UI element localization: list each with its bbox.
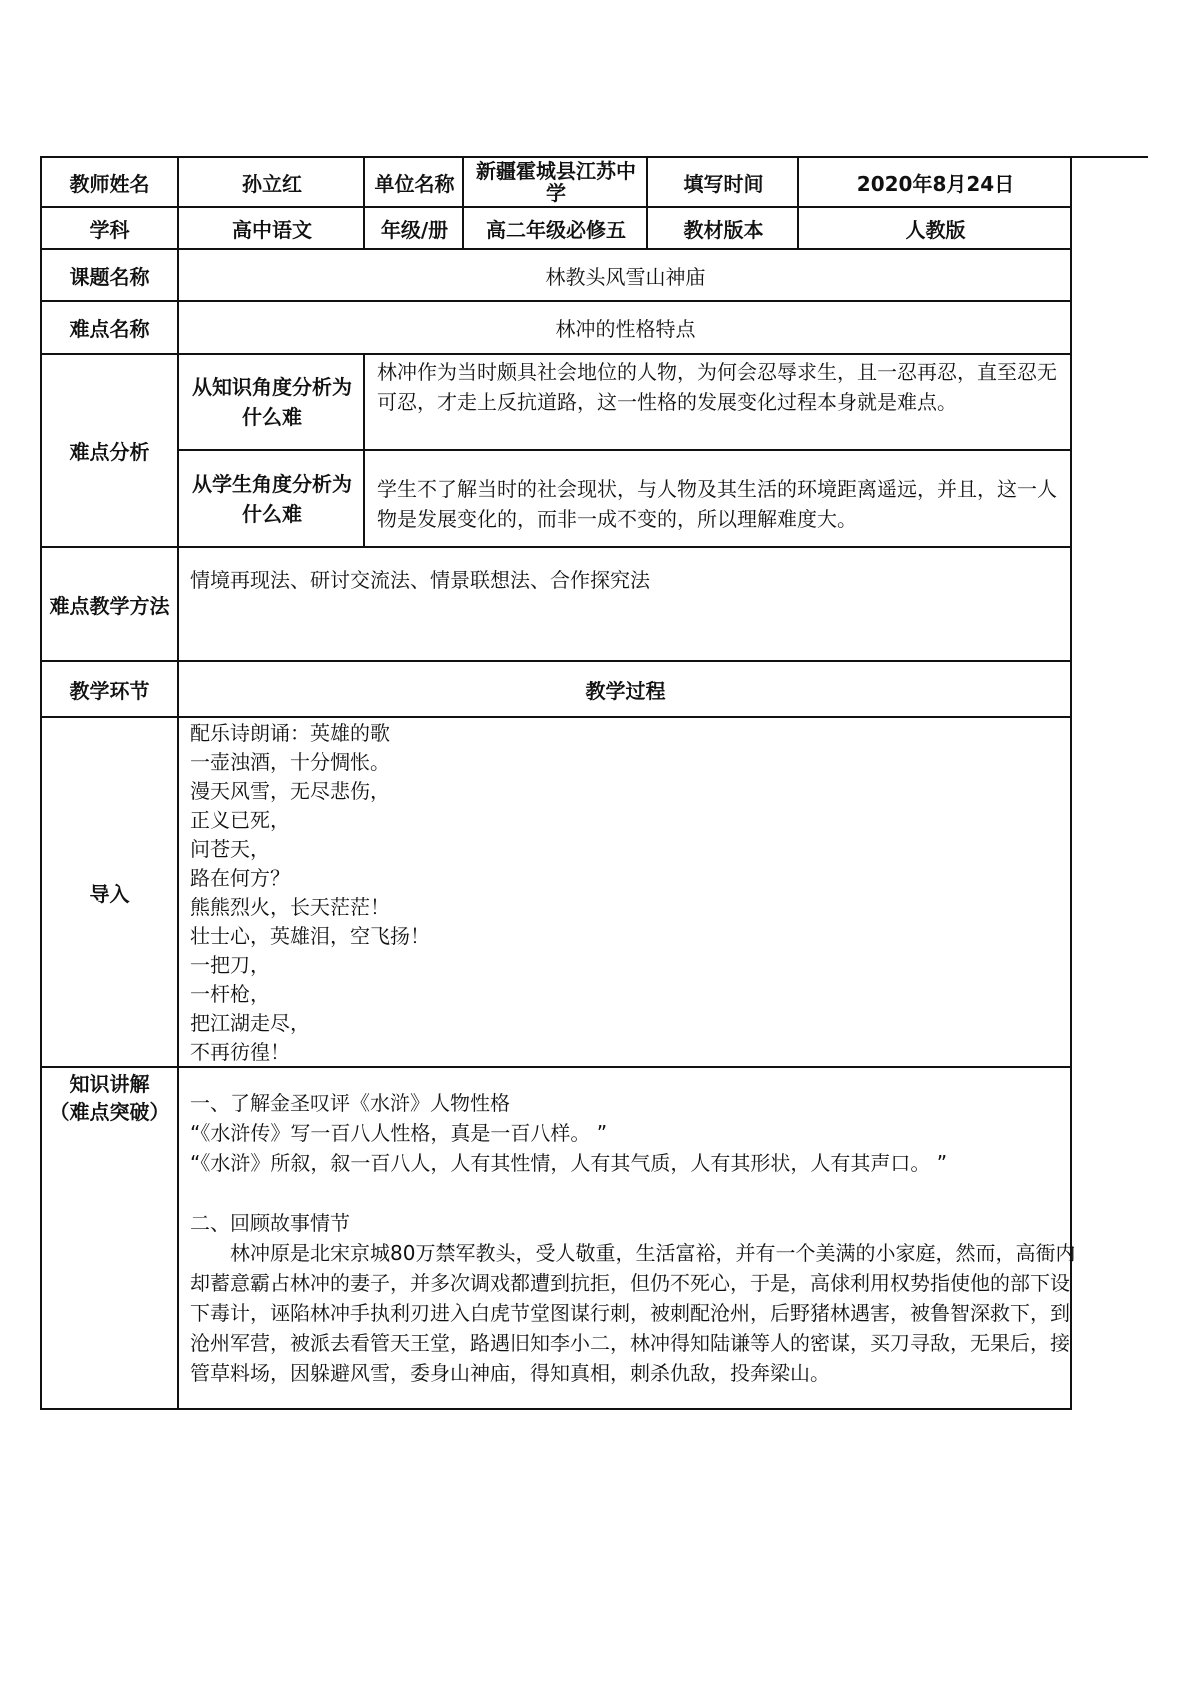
knowledge-angle-label-line1: 从知识角度分析为 <box>192 375 352 399</box>
unit-label: 单位名称 <box>374 171 455 196</box>
quote: “《水浒》所叙，叙一百八人，人有其性情，人有其气质，人有其形状，人有其声口。 ” <box>190 1151 948 1175</box>
row-divider <box>40 546 1072 548</box>
method-label: 难点教学方法 <box>49 593 170 618</box>
story-line: 下毒计，诬陷林冲手执利刃进入白虎节堂图谋行刺，被刺配沧州，后野猪林遇害，被鲁智深救下，到 <box>190 1301 1070 1325</box>
story-line: 沧州军营，被派去看管天王堂，路遇旧知李小二，林冲得知陆谦等人的密谋，买刀寻敌，无果后，接 <box>190 1331 1070 1355</box>
difficulty-label: 难点名称 <box>69 317 150 341</box>
row-divider <box>40 716 1072 718</box>
teacher-name-label: 教师姓名 <box>69 171 150 196</box>
knowledge-content <box>190 1088 1076 1406</box>
knowledge-label <box>40 1070 179 1130</box>
poem-line: 一杆枪， <box>190 982 270 1006</box>
intro-poem <box>190 719 1060 1065</box>
poem-line: 不再彷徨！ <box>190 1040 290 1064</box>
blank-line <box>190 1178 1068 1208</box>
topic-label: 课题名称 <box>69 264 150 289</box>
subject-label: 学科 <box>89 217 130 242</box>
student-angle-text: 学生不了解当时的社会现状，与人物及其生活的环境距离遥远，并且，这一人物是发展变化的，而非一成不变的，所以理解难度大。 <box>377 477 1057 531</box>
fill-time-label: 填写时间 <box>683 171 764 196</box>
poem-line: 正义已死， <box>190 808 290 832</box>
intro-label: 导入 <box>89 881 130 906</box>
knowledge-label-line1: 知识讲解 <box>69 1072 150 1096</box>
story-line: 管草料场，因躲避风雪，委身山神庙，得知真相，刺杀仇敌，投奔梁山。 <box>190 1361 830 1385</box>
textbook: 人教版 <box>905 217 966 242</box>
student-angle-label-line2: 什么难 <box>242 501 302 526</box>
subject: 高中语文 <box>232 217 312 242</box>
knowledge-angle-label-line2: 什么难 <box>242 405 302 429</box>
section-title: 一、了解金圣叹评《水浒》人物性格 <box>190 1091 510 1115</box>
section-title: 二、回顾故事情节 <box>190 1211 350 1235</box>
difficulty-value: 林冲的性格特点 <box>555 317 696 341</box>
poem-line: 漫天风雪，无尽悲伤， <box>190 779 390 803</box>
table-border-bottom <box>40 1408 1072 1410</box>
poem-line: 壮士心，英雄泪，空飞扬！ <box>190 924 430 948</box>
textbook-label: 教材版本 <box>683 217 764 242</box>
knowledge-label-line2: （难点突破） <box>49 1100 170 1124</box>
process-header: 教学过程 <box>585 678 666 703</box>
story-line: 林冲原是北宋京城80万禁军教头，受人敬重，生活富裕，并有一个美满的小家庭，然而，高衙内 <box>230 1241 1076 1265</box>
topic-value: 林教头风雪山神庙 <box>545 264 706 289</box>
analysis-label: 难点分析 <box>69 440 150 464</box>
fill-time: 2020年8月24日 <box>856 171 1015 196</box>
student-angle-label-line1: 从学生角度分析为 <box>192 471 352 496</box>
poem-line: 问苍天， <box>190 837 270 861</box>
poem-line: 熊熊烈火，长天茫茫！ <box>190 895 390 919</box>
grade: 高二年级必修五 <box>486 217 626 242</box>
knowledge-angle-text: 林冲作为当时颇具社会地位的人物，为何会忍辱求生，且一忍再忍，直至忍无可忍，才走上反抗道路，这一性格的发展变化过程本身就是难点。 <box>377 360 1057 414</box>
story-line: 却蓄意霸占林冲的妻子，并多次调戏都遭到抗拒，但仍不死心，于是，高俅利用权势指使他的部下设 <box>190 1271 1070 1295</box>
unit-name-line1: 新疆霍城县江苏中 <box>476 159 636 183</box>
knowledge-angle-label <box>179 355 365 449</box>
lesson-plan-table <box>40 156 1148 1520</box>
poem-line: 路在何方？ <box>190 866 290 890</box>
poem-line: 一壶浊酒，十分惆怅。 <box>190 750 390 774</box>
unit-name <box>464 156 648 208</box>
quote: “《水浒传》写一百八人性格，真是一百八样。 ” <box>190 1121 608 1145</box>
method-value: 情境再现法、研讨交流法、情景联想法、合作探究法 <box>190 568 650 592</box>
poem-line: 配乐诗朗诵：英雄的歌 <box>190 721 390 745</box>
stage-header: 教学环节 <box>69 678 150 703</box>
grade-label: 年级/册 <box>380 217 449 242</box>
poem-line: 一把刀， <box>190 953 270 977</box>
poem-line: 把江湖走尽， <box>190 1011 310 1035</box>
student-angle-label <box>179 451 365 546</box>
teacher-name: 孙立红 <box>242 171 302 196</box>
unit-name-line2: 学 <box>546 181 566 205</box>
